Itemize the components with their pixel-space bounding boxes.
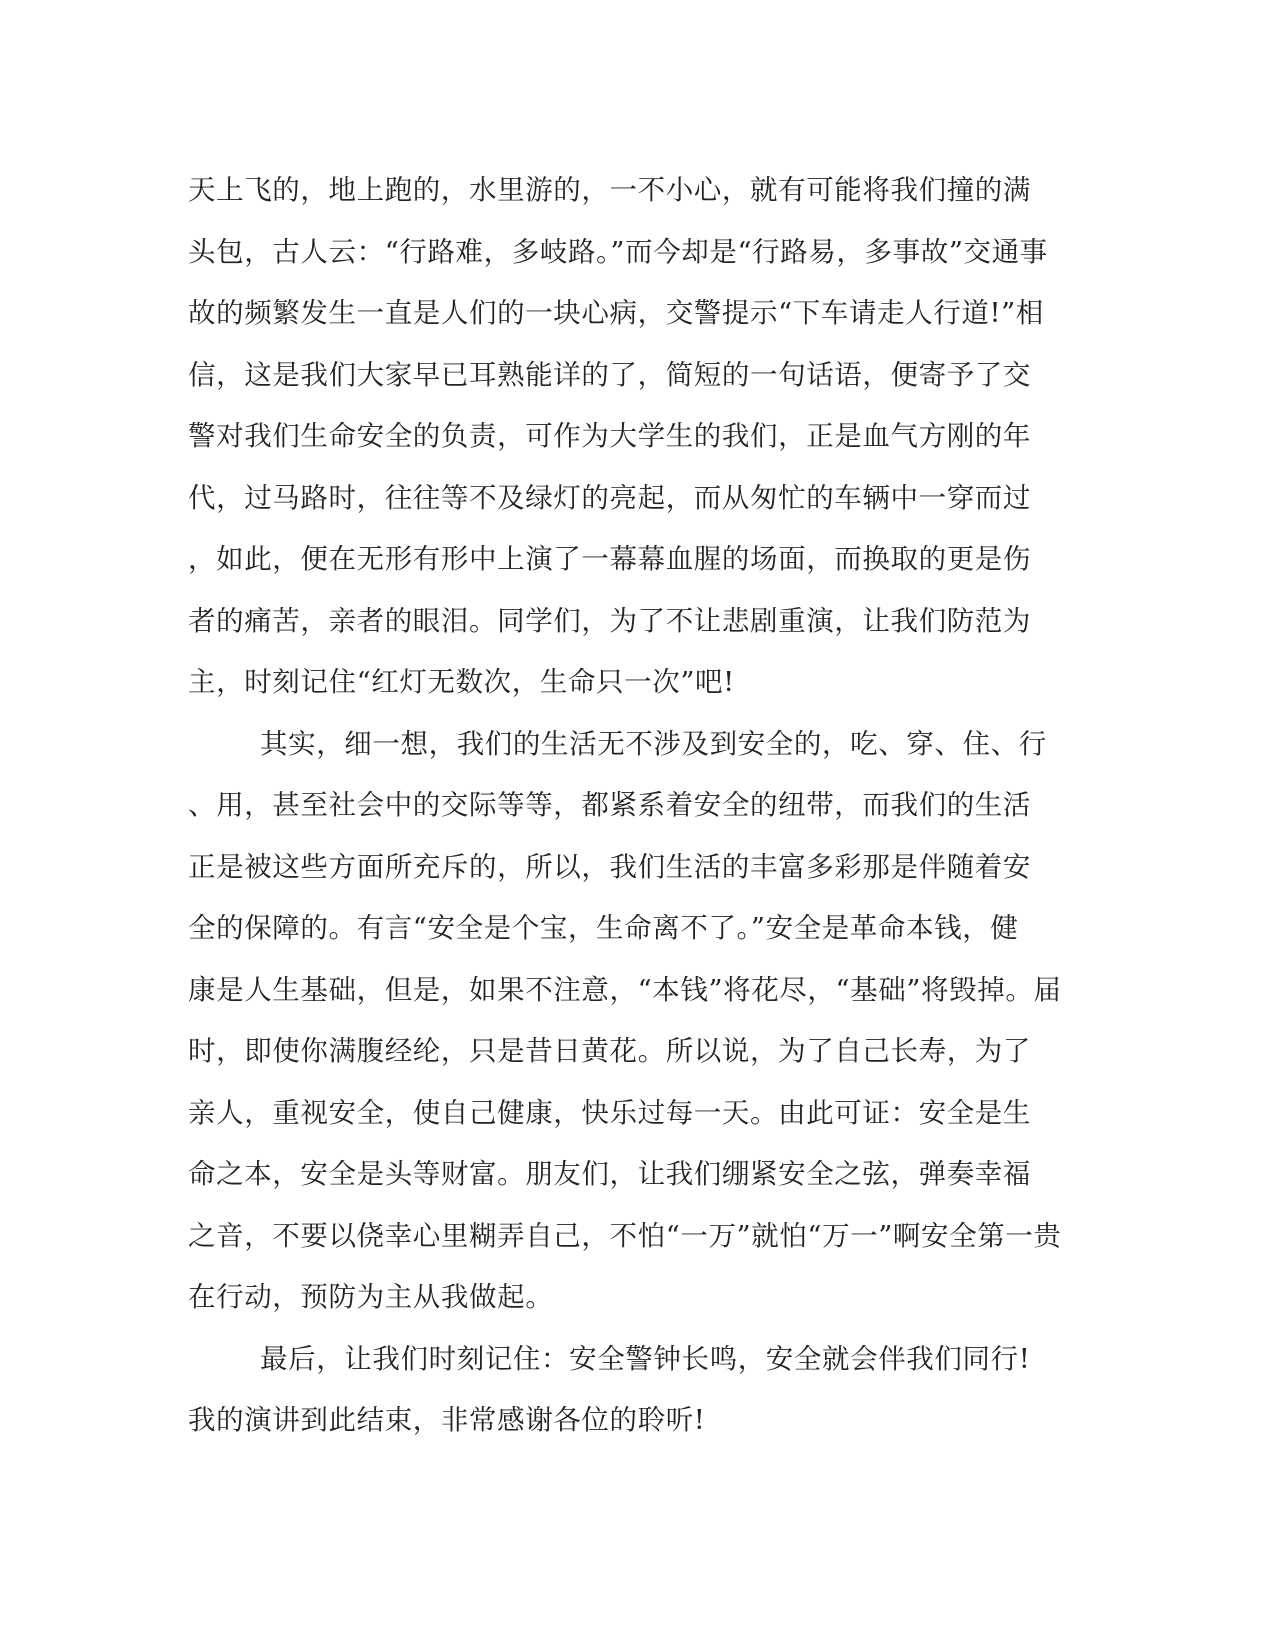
paragraph-2 bbox=[188, 714, 1088, 1329]
text-line: 命之本，安全是头等财富。朋友们，让我们绷紧安全之弦，弹奏幸福 bbox=[188, 1158, 1031, 1190]
text-line: 全的保障的。有言“安全是个宝，生命离不了。”安全是革命本钱，健 bbox=[188, 912, 1019, 944]
text-line: 正是被这些方面所充斥的，所以，我们生活的丰富多彩那是伴随着安 bbox=[188, 850, 1031, 883]
document-body bbox=[188, 160, 1088, 1452]
text-line: 天上飞的，地上跑的，水里游的，一不小心，就有可能将我们撞的满 bbox=[188, 174, 1031, 206]
text-line: 康是人生基础，但是，如果不注意，“本钱”将花尽，“基础”将毁掉。届 bbox=[188, 973, 1062, 1006]
text-line: 我的演讲到此结束，非常感谢各位的聆听! bbox=[188, 1404, 706, 1436]
paragraph-1 bbox=[188, 160, 1088, 714]
text-line: 者的痛苦，亲者的眼泪。同学们，为了不让悲剧重演，让我们防范为 bbox=[188, 604, 1031, 637]
text-line: 故的频繁发生一直是人们的一块心病，交警提示“下车请走人行道!”相 bbox=[188, 297, 1044, 329]
text-line: 亲人，重视安全，使自己健康，快乐过每一天。由此可证：安全是生 bbox=[188, 1096, 1031, 1129]
text-line: 头包，古人云：“行路难，多岐路。”而今却是“行路易，多事故”交通事 bbox=[188, 235, 1048, 268]
paragraph-3 bbox=[188, 1329, 1088, 1452]
text-line: 之音，不要以侥幸心里糊弄自己，不怕“一万”就怕“万一”啊安全第一贵 bbox=[188, 1219, 1062, 1252]
text-line: 警对我们生命安全的负责，可作为大学生的我们，正是血气方刚的年 bbox=[188, 420, 1031, 452]
text-line: 、用，甚至社会中的交际等等，都紧系着安全的纽带，而我们的生活 bbox=[188, 789, 1031, 821]
text-line: 主，时刻记住“红灯无数次，生命只一次”吧! bbox=[188, 666, 735, 698]
text-line: 其实，细一想，我们的生活无不涉及到安全的，吃、穿、住、行 bbox=[260, 727, 1047, 760]
text-line: 在行动，预防为主从我做起。 bbox=[188, 1281, 554, 1313]
text-line: 信，这是我们大家早已耳熟能详的了，简短的一句话语，便寄予了交 bbox=[188, 358, 1031, 391]
text-line: 时，即使你满腹经纶，只是昔日黄花。所以说，为了自己长寿，为了 bbox=[188, 1035, 1031, 1067]
text-line: 最后，让我们时刻记住：安全警钟长鸣，安全就会伴我们同行! bbox=[260, 1342, 1031, 1375]
text-line: 代，过马路时，往往等不及绿灯的亮起，而从匆忙的车辆中一穿而过 bbox=[188, 481, 1031, 514]
text-line: ，如此，便在无形有形中上演了一幕幕血腥的场面，而换取的更是伤 bbox=[188, 543, 1031, 575]
